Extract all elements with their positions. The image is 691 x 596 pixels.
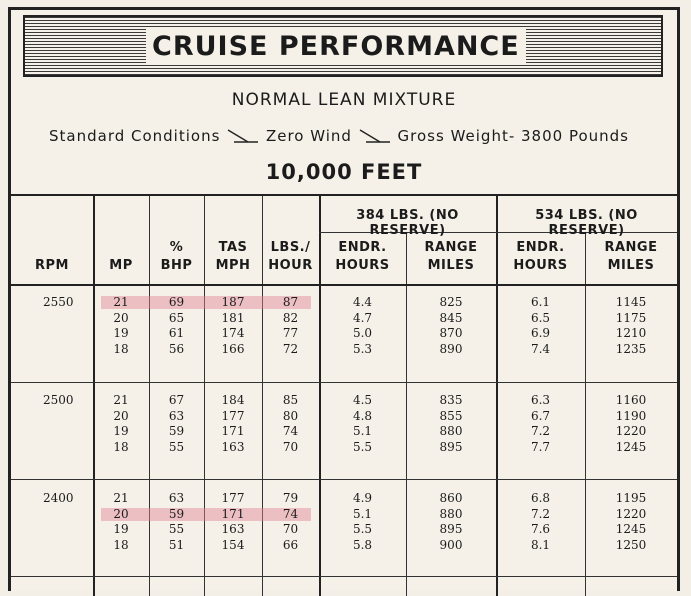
page-title: CRUISE PERFORMANCE bbox=[146, 29, 526, 65]
cruise-performance-page bbox=[8, 7, 680, 591]
title-banner bbox=[23, 15, 663, 77]
table-cell-mp: 19 bbox=[113, 522, 129, 536]
condition-weight: Gross Weight- 3800 Pounds bbox=[397, 127, 629, 145]
table-cell-lbs: 80 bbox=[282, 408, 299, 423]
col-header-bhp: % BHP bbox=[160, 240, 193, 273]
condition-wind: Zero Wind bbox=[265, 127, 352, 145]
table-cell-mp: 18 bbox=[113, 537, 129, 552]
col-header-range-2: RANGE MILES bbox=[604, 240, 658, 273]
table-cell-endr2: 7.4 bbox=[530, 341, 551, 356]
table-cell-range1: 845 bbox=[439, 310, 463, 325]
block-divider bbox=[11, 576, 677, 577]
table-cell-lbs: 74 bbox=[282, 424, 299, 438]
col-header-mp: MP bbox=[109, 258, 133, 273]
table-cell-range2: 1220 bbox=[615, 424, 647, 438]
table-cell-endr2: 8.1 bbox=[530, 537, 551, 552]
table-cell-endr2: 7.2 bbox=[530, 506, 551, 521]
table-cell-bhp: 65 bbox=[168, 310, 185, 325]
table-cell-range2: 1160 bbox=[615, 393, 647, 407]
table-cell-range2: 1190 bbox=[615, 408, 647, 423]
table-cell-mp: 18 bbox=[113, 439, 129, 454]
mixture-heading: NORMAL LEAN MIXTURE bbox=[231, 90, 457, 110]
col-header-endr-1: ENDR. HOURS bbox=[335, 240, 390, 273]
table-cell-range2: 1220 bbox=[615, 506, 647, 521]
table-cell-mp: 21 bbox=[113, 295, 129, 309]
table-cell-endr1: 4.9 bbox=[352, 491, 373, 505]
table-cell-lbs: 70 bbox=[282, 439, 299, 454]
table-cell-tas: 177 bbox=[221, 491, 245, 505]
table-cell-range1: 855 bbox=[439, 408, 463, 423]
table-cell-endr1: 5.3 bbox=[352, 341, 373, 356]
table-cell-range1: 895 bbox=[439, 522, 463, 536]
table-cell-endr1: 5.5 bbox=[352, 522, 373, 536]
table-cell-bhp: 59 bbox=[168, 424, 185, 438]
table-cell-lbs: 85 bbox=[282, 393, 299, 407]
table-cell-range1: 895 bbox=[439, 439, 463, 454]
table-cell-endr2: 7.6 bbox=[530, 522, 551, 536]
table-cell-endr1: 4.4 bbox=[352, 295, 373, 309]
table-cell-range2: 1175 bbox=[615, 310, 647, 325]
col-header-tas: TAS MPH bbox=[215, 240, 251, 273]
table-cell-endr2: 6.9 bbox=[530, 326, 551, 340]
table-cell-endr1: 5.8 bbox=[352, 537, 373, 552]
table-cell-range2: 1195 bbox=[615, 491, 647, 505]
table-cell-endr1: 4.8 bbox=[352, 408, 373, 423]
slash-divider-icon bbox=[358, 128, 392, 144]
table-cell-lbs: 70 bbox=[282, 522, 299, 536]
table-cell-tas: 163 bbox=[221, 522, 245, 536]
table-cell-tas: 181 bbox=[221, 310, 245, 325]
rpm-label: 2400 bbox=[43, 491, 74, 505]
header-divider bbox=[11, 194, 677, 196]
altitude-heading: 10,000 FEET bbox=[265, 160, 423, 184]
table-cell-bhp: 61 bbox=[168, 326, 185, 340]
table-cell-lbs: 87 bbox=[282, 295, 299, 309]
table-cell-bhp: 51 bbox=[168, 537, 185, 552]
table-cell-tas: 187 bbox=[221, 295, 245, 309]
table-cell-range2: 1250 bbox=[615, 537, 647, 552]
table-cell-range1: 890 bbox=[439, 341, 463, 356]
table-cell-endr2: 6.3 bbox=[530, 393, 551, 407]
table-cell-bhp: 69 bbox=[168, 295, 185, 309]
table-cell-bhp: 67 bbox=[168, 393, 185, 407]
table-cell-endr2: 6.1 bbox=[530, 295, 551, 309]
table-cell-range1: 870 bbox=[439, 326, 463, 340]
table-cell-tas: 177 bbox=[221, 408, 245, 423]
table-cell-lbs: 74 bbox=[282, 506, 299, 521]
table-cell-tas: 166 bbox=[221, 341, 245, 356]
table-cell-lbs: 66 bbox=[282, 537, 299, 552]
table-cell-endr2: 6.7 bbox=[530, 408, 551, 423]
table-cell-endr1: 4.5 bbox=[352, 393, 373, 407]
rpm-label: 2500 bbox=[43, 393, 74, 407]
block-divider bbox=[11, 479, 677, 480]
conditions-line bbox=[49, 125, 629, 145]
table-cell-bhp: 63 bbox=[168, 408, 185, 423]
group-header-534: 534 LBS. (NO RESERVE) bbox=[535, 208, 638, 238]
table-cell-bhp: 59 bbox=[168, 506, 185, 521]
table-cell-endr2: 6.8 bbox=[530, 491, 551, 505]
table-cell-tas: 163 bbox=[221, 439, 245, 454]
table-cell-mp: 21 bbox=[113, 393, 129, 407]
table-cell-tas: 174 bbox=[221, 326, 245, 340]
table-cell-tas: 171 bbox=[221, 506, 245, 521]
table-cell-range2: 1145 bbox=[615, 295, 647, 309]
table-cell-range1: 835 bbox=[439, 393, 463, 407]
table-cell-mp: 19 bbox=[113, 424, 129, 438]
table-cell-range1: 900 bbox=[439, 537, 463, 552]
table-cell-mp: 19 bbox=[113, 326, 129, 340]
table-cell-bhp: 55 bbox=[168, 522, 185, 536]
col-header-range-1: RANGE MILES bbox=[424, 240, 478, 273]
table-cell-lbs: 77 bbox=[282, 326, 299, 340]
table-cell-range2: 1245 bbox=[615, 439, 647, 454]
table-cell-tas: 171 bbox=[221, 424, 245, 438]
condition-standard: Standard Conditions bbox=[49, 127, 221, 145]
table-cell-endr2: 7.2 bbox=[530, 424, 551, 438]
rpm-label: 2550 bbox=[43, 295, 74, 309]
table-cell-mp: 20 bbox=[113, 408, 129, 423]
slash-divider-icon bbox=[226, 128, 260, 144]
table-cell-bhp: 63 bbox=[168, 491, 185, 505]
group-header-384: 384 LBS. (NO RESERVE) bbox=[356, 208, 459, 238]
header-bottom-line bbox=[11, 284, 677, 286]
table-cell-endr1: 5.1 bbox=[352, 506, 373, 521]
table-cell-lbs: 79 bbox=[282, 491, 299, 505]
table-cell-lbs: 72 bbox=[282, 341, 299, 356]
col-header-lbs-hour: LBS./ HOUR bbox=[268, 240, 313, 273]
table-cell-mp: 20 bbox=[113, 506, 129, 521]
table-cell-range1: 880 bbox=[439, 506, 463, 521]
table-cell-endr1: 5.5 bbox=[352, 439, 373, 454]
table-cell-mp: 20 bbox=[113, 310, 129, 325]
table-cell-endr1: 5.0 bbox=[352, 326, 373, 340]
col-header-endr-2: ENDR. HOURS bbox=[513, 240, 568, 273]
table-cell-tas: 154 bbox=[221, 537, 245, 552]
table-cell-endr1: 4.7 bbox=[352, 310, 373, 325]
table-cell-lbs: 82 bbox=[282, 310, 299, 325]
col-header-rpm: RPM bbox=[35, 258, 69, 273]
table-cell-bhp: 55 bbox=[168, 439, 185, 454]
table-cell-range2: 1210 bbox=[615, 326, 647, 340]
table-cell-range1: 860 bbox=[439, 491, 463, 505]
table-cell-endr2: 6.5 bbox=[530, 310, 551, 325]
table-cell-mp: 18 bbox=[113, 341, 129, 356]
table-cell-mp: 21 bbox=[113, 491, 129, 505]
block-divider bbox=[11, 382, 677, 383]
table-cell-range1: 880 bbox=[439, 424, 463, 438]
table-cell-range2: 1245 bbox=[615, 522, 647, 536]
table-cell-range1: 825 bbox=[439, 295, 463, 309]
table-cell-bhp: 56 bbox=[168, 341, 185, 356]
table-cell-range2: 1235 bbox=[615, 341, 647, 356]
table-cell-endr1: 5.1 bbox=[352, 424, 373, 438]
table-cell-tas: 184 bbox=[221, 393, 245, 407]
table-cell-endr2: 7.7 bbox=[530, 439, 551, 454]
